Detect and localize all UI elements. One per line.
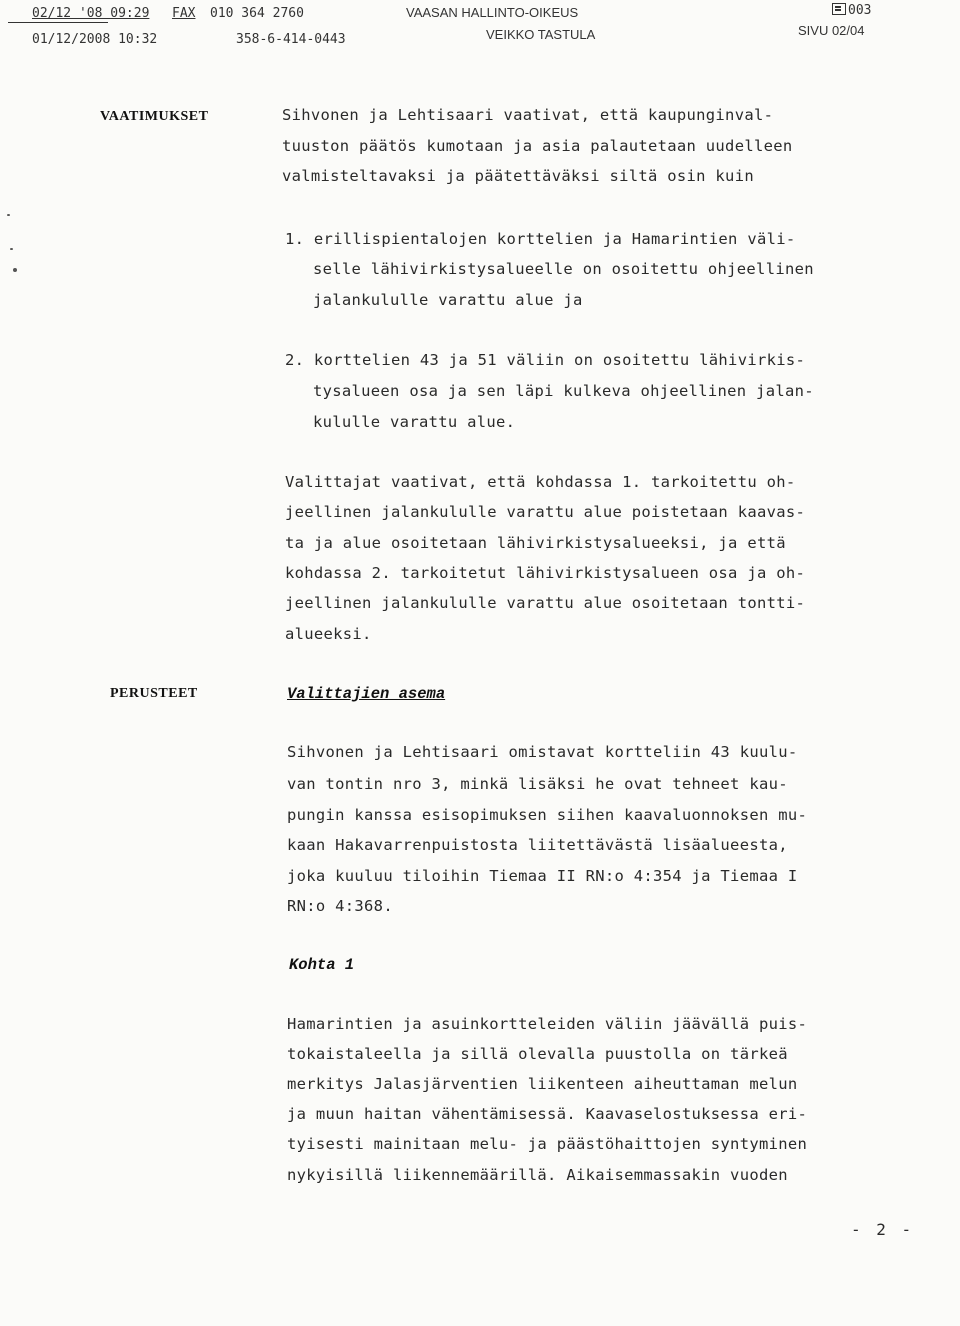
intro-line: valmisteltavaksi ja päätettäväksi siltä osin kuin [282,167,754,185]
scan-speck [10,248,13,250]
scan-speck [13,268,17,272]
claim-line: ta ja alue osoitetaan lähivirkistysalueeksi, ja että [285,534,786,552]
fax-page: SIVU 02/04 [798,23,865,38]
section-heading-perusteet: PERUSTEET [110,686,198,701]
kohta1-line: tyisesti mainitaan melu- ja päästöhaittojen syntyminen [287,1135,808,1153]
fax-datetime-2: 01/12/2008 10:32 [32,32,158,47]
fax-page-code [832,2,871,18]
section-heading-vaatimukset: VAATIMUKSET [100,109,209,124]
fax-datetime: 02/12 '08 09:29 [32,6,150,21]
asema-line: RN:o 4:368. [287,897,393,915]
subheading-valittajien-asema: Valittajien asema [287,685,446,703]
asema-line: Sihvonen ja Lehtisaari omistavat kortteliin 43 kuulu- [287,743,798,761]
fax-name: VEIKKO TASTULA [486,27,596,42]
intro-line: Sihvonen ja Lehtisaari vaativat, että kaupunginval- [282,106,774,124]
asema-line: kaan Hakavarrenpuistosta liitettävästä lisäalueesta, [287,836,788,854]
scan-speck [7,214,10,216]
kohta1-line: nykyisillä liikennemäärillä. Aikaisemmassakin vuoden [287,1166,788,1184]
fax-page-code-text: 003 [848,3,872,18]
item-1-line: 1. erillispientalojen korttelien ja Hamarintien väli- [285,230,796,248]
item-2-line: 2. korttelien 43 ja 51 väliin on osoitettu lähivirkis- [285,351,806,369]
intro-line: tuuston päätös kumotaan ja asia palautetaan uudelleen [282,137,793,155]
fax-number: 010 364 2760 [210,6,304,21]
kohta1-line: Hamarintien ja asuinkortteleiden väliin jäävällä puis- [287,1015,808,1033]
claim-line: jeellinen jalankululle varattu alue poistetaan kaavas- [285,503,806,521]
kohta1-line: ja muun haitan vähentämisessä. Kaavaselostuksessa eri- [287,1105,808,1123]
fax-label: FAX [172,6,196,21]
page-number: - 2 - [851,1220,915,1239]
fax-number-2: 358-6-414-0443 [236,32,346,47]
kohta1-line: merkitys Jalasjärventien liikenteen aiheuttaman melun [287,1075,798,1093]
claim-line: alueeksi. [285,625,372,643]
item-1-line: jalankululle varattu alue ja [313,291,583,309]
item-2-line: tysalueen osa ja sen läpi kulkeva ohjeellinen jalan- [313,382,814,400]
asema-line: van tontin nro 3, minkä lisäksi he ovat tehneet kau- [287,775,788,793]
item-2-line: kululle varattu alue. [313,413,516,431]
claim-line: kohdassa 2. tarkoitetut lähivirkistysalueen osa ja oh- [285,564,806,582]
claim-line: Valittajat vaativat, että kohdassa 1. tarkoitettu oh- [285,473,796,491]
header-rule [8,22,108,23]
item-1-line: selle lähivirkistysalueelle on osoitettu ohjeellinen [313,260,814,278]
claim-line: jeellinen jalankululle varattu alue osoitetaan tontti- [285,594,806,612]
asema-line: pungin kanssa esisopimuksen siihen kaavaluonnoksen mu- [287,806,808,824]
fax-icon [832,3,846,15]
asema-line: joka kuuluu tiloihin Tiemaa II RN:o 4:354 ja Tiemaa I [287,867,798,885]
subheading-kohta-1: Kohta 1 [289,956,355,974]
kohta1-line: tokaistaleella ja sillä olevalla puustolla on tärkeä [287,1045,788,1063]
fax-sender: VAASAN HALLINTO-OIKEUS [406,5,579,20]
